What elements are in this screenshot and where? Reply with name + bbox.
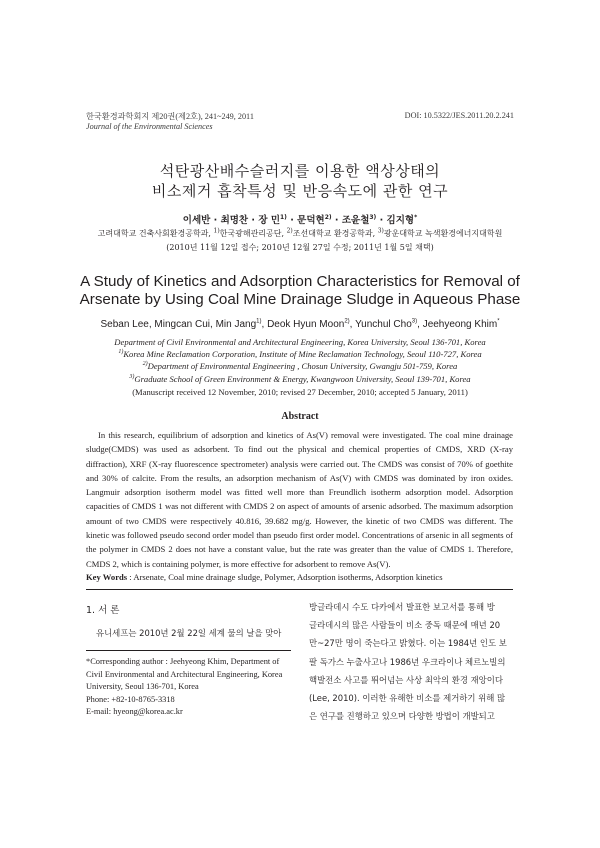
corresponding-author-footnote: *Corresponding author : Jeehyeong Khim, Department of Civil Environmental and Architectural Engineering, Korea University, Seoul 136-701, Korea Phone: +82-10-8765-3318 E-mail: hyeong@korea.ac.kr — [86, 657, 283, 717]
keywords — [86, 572, 513, 582]
doi: DOI: 10.5322/JES.2011.20.2.241 — [404, 111, 514, 120]
author-ko: 최명찬 — [220, 215, 249, 226]
author-en: Yunchul Cho — [355, 319, 412, 330]
title-en-line-2: Arsenate by Using Coal Mine Drainage Sludge in Aqueous Phase — [79, 291, 521, 308]
title-ko-line-2: 비소제거 흡착특성 및 반응속도에 관한 연구 — [151, 182, 449, 200]
author-ko: 조윤철 — [341, 215, 370, 226]
body-text-left: 유니세프는 2010년 2월 22일 세계 물의 날을 맞아 — [96, 628, 282, 638]
authors-en: Seban Lee, Mingcan Cui, Min Jang$^{1)}$, Deok Hyun Moon$^{2)}$, Yunchul Cho$^{3)}$, Jeehyeong Khim* — [100, 318, 500, 330]
section-divider — [86, 589, 513, 590]
title-en-line-1: A Study of Kinetics and Adsorption Characteristics for Removal of — [80, 273, 520, 290]
dates-ko: (2010년 11월 12일 접수; 2010년 12월 27일 수정; 2011년 1월 5일 채택) — [166, 243, 434, 252]
manuscript-dates: (Manuscript received 12 November, 2010; revised 27 December, 2010; accepted 5 January, 2011) — [132, 387, 468, 397]
journal-name-en: Journal of the Environmental Sciences — [86, 122, 213, 131]
affiliation-en: Department of Civil Environmental and Architectural Engineering, Korea University, Seoul 136-701, Korea — [114, 337, 486, 347]
section-heading: 1. 서 론 — [86, 605, 120, 616]
author-ko: 장 민 — [258, 215, 280, 226]
body-text-right: 방글라데시 수도 다카에서 발표한 보고서를 통해 방 글라데시의 많은 사람들이 비소 중독 때문에 매년 20 만~27만 명이 죽는다고 밝혔다. 이는 1984년 인도 보 팔 독가스 누출사고나 1986년 우크라이나 체르노빌의 핵발전소 사고를 뛰어넘는 사상 최악의 환경 재앙이다 (Lee, 2010). 이러한 유해한 비소를 제거하기 위해 많 은 연구를 진행하고 있으며 다양한 방법이 개발되고 — [309, 602, 507, 722]
keywords-label: Key Words — [86, 572, 128, 582]
author-ko-sup: * — [414, 213, 418, 221]
author-ko-sup: 2) — [324, 213, 332, 221]
journal-citation-ko: 한국환경과학회지 제20권(제2호), 241~249, 2011 — [86, 112, 254, 121]
title-ko-line-1: 석탄광산배수슬러지를 이용한 액상상태의 — [159, 162, 441, 180]
affiliation-en: $^{3)}$Graduate School of Green Environment & Energy, Kwangwoon University, Seoul 139-701, Korea — [129, 374, 471, 384]
abstract-body: In this research, equilibrium of adsorption and kinetics of As(V) removal were investigated. The coal mine drainage sludge(CMDS) was used as adsorbent. To find out the physical and chemical properties of CMDS, XRD (X-ray diffraction), XRF (X-ray fluorescence spectrometer) analysis were carried out. The CMDS was consist of 70% of goethite and 30% of calcite. From the results, an adsorption mechanism of As(V) with CMDS was dominated by iron oxides. Langmuir adsorption isotherm model was fitted well more than Freundlich isotherm adsorption model. Adsorption capacities of CMDS 1 was not different with CMDS 2 on aspect of amounts of arsenic adsorbed. The maximum adsorption amount of two CMDS were respectively 40.816, 39.682 mg/g. However, the kinetic of two CMDS was different. The kinetic was followed pseudo second order model than pseudo first order model. Concentrations of arsenic in all segments of the polymer in CMDS 2 does not have a constant value, but the rate was greater than the value of CMDS 1. Therefore, CMDS 2, which is containing polymer, is more effective for adsorbent to remove As(V). — [86, 430, 513, 569]
author-ko-sup: 3) — [369, 213, 377, 221]
author-en: Min Jang — [215, 319, 257, 330]
author-en: Seban Lee — [100, 319, 149, 330]
author-ko-sup: 1) — [280, 213, 287, 221]
author-en: Deok Hyun Moon — [267, 319, 345, 330]
author-en: Jeehyeong Khim — [422, 319, 498, 330]
author-en: Mingcan Cui — [154, 319, 211, 330]
affiliations-ko: 고려대학교 건축사회환경공학과, $^{1)}$한국광해관리공단, $^{2)}$조선대학교 환경공학과, $^{3)}$광운대학교 녹색환경에너지대학원 — [97, 227, 503, 238]
abstract-heading: Abstract — [281, 411, 319, 422]
affiliation-en: $^{2)}$Department of Environmental Engineering , Chosun University, Gwangju 501-759, Korea — [142, 361, 458, 371]
author-ko: 문덕현 — [297, 215, 325, 226]
authors-ko: 이세반 · 최명찬 · 장 민$^{1)}$ · 문덕현$^{2)}$ · 조윤철$^{3)}$ · 김지형* — [182, 213, 418, 226]
affiliation-en: $^{1)}$Korea Mine Reclamation Corporation, Institute of Mine Reclamation Technology, Seoul 110-727, Korea — [118, 349, 482, 359]
footnote-divider — [86, 650, 291, 651]
keywords-text: : Arsenate, Coal mine drainage sludge, Polymer, Adsorption isotherms, Adsorption kinetics — [127, 572, 443, 582]
author-ko: 김지형 — [386, 215, 415, 226]
author-ko: 이세반 — [182, 215, 211, 226]
